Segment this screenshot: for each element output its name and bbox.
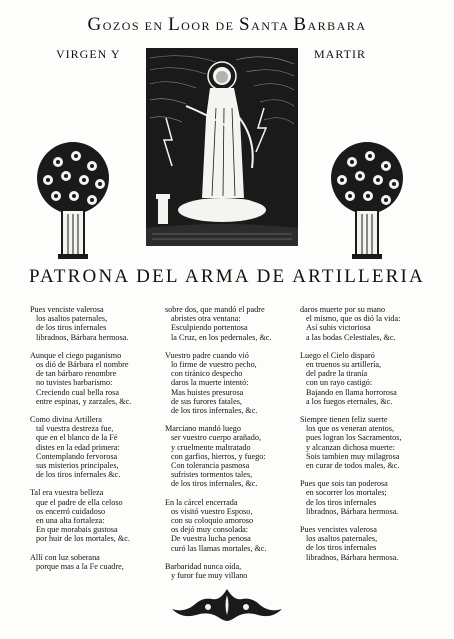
- verse-line: de los tiros infernales: [306, 543, 377, 553]
- verse-line: porque mas a la Fe cuadre,: [36, 561, 124, 571]
- verse-line: abristes otra ventana:: [171, 314, 241, 324]
- verse-line: De vuestra lucha penosa: [171, 534, 251, 544]
- verse-line: de los tiros infernales: [36, 323, 107, 333]
- verse-line: os dió de Bárbara el nombre: [36, 360, 129, 370]
- title-part: DE: [215, 19, 240, 33]
- section-heading: PATRONA DEL ARMA DE ARTILLERIA: [29, 266, 425, 287]
- verse-line: libradnos, Bárbara hermosa.: [306, 506, 399, 516]
- title-part: ARBARA: [307, 19, 367, 33]
- verse-line: ser vuestro cuerpo arañado,: [171, 433, 262, 443]
- verse-line: los asaltos paternales,: [36, 314, 108, 324]
- verse-line: de los tiros infernales: [306, 497, 377, 507]
- saint-woodcut-image: [146, 48, 298, 246]
- verse-line: que el padre de ella celoso: [36, 497, 123, 507]
- verse-line: en socorrer los mortales;: [306, 488, 387, 498]
- stanza: [30, 305, 160, 342]
- stanza: [165, 498, 295, 553]
- verse-line: Pues vencistes valerosa: [300, 525, 377, 535]
- verse-line: el mismo, que os dió la vida:: [306, 314, 401, 324]
- verse-line: Pues que sois tan poderosa: [300, 479, 388, 489]
- verse-line: y alcanzan dichosa muerte:: [306, 442, 395, 452]
- verse-line: Allí con luz soberana: [30, 552, 100, 562]
- title-part: ANTA: [251, 19, 294, 33]
- verse-line: os encerró cuidadoso: [36, 506, 106, 516]
- title-part: OOR: [181, 19, 216, 33]
- verse-line: con su coloquio amoroso: [171, 516, 254, 526]
- bottom-ornament: [168, 585, 286, 625]
- verse-line: Contemplando fervorosa: [36, 451, 118, 461]
- stanza: [300, 415, 430, 470]
- verse-line: sus misterios principales,: [36, 461, 119, 471]
- page-title: [0, 14, 454, 36]
- text-column-2: [165, 305, 295, 589]
- verse-line: por huir de los mortales, &c.: [36, 534, 130, 544]
- subtitle-left: VIRGEN Y: [56, 47, 121, 61]
- verse-line: de los tiros infernales &c.: [36, 470, 121, 480]
- verse-line: Con tolerancia pasmosa: [171, 461, 250, 471]
- verse-line: en truenos su artillería,: [306, 360, 382, 370]
- verse-line: Como divina Artillera: [30, 415, 102, 425]
- verse-line: Pues venciste valerosa: [30, 305, 104, 314]
- verse-line: Creciendo cual bella rosa: [36, 387, 119, 397]
- stanza: [300, 479, 430, 516]
- verse-line: los asaltos paternales,: [306, 534, 378, 544]
- verse-line: y furor fue muy villano: [171, 571, 248, 581]
- verse-line: os dejó muy consolada:: [171, 525, 249, 535]
- title-part: B: [293, 14, 308, 35]
- verse-line: distes en la edad primera:: [36, 442, 120, 452]
- verse-line: con garfios, hierros, y fuego:: [171, 451, 266, 461]
- verse-line: En la cárcel encerrada: [165, 497, 238, 507]
- subtitle-right: MARTIR: [314, 47, 366, 61]
- verse-line: que en el blanco de la Fé: [36, 433, 118, 443]
- verse-line: Siempre tienen feliz suerte: [300, 415, 388, 425]
- verse-line: daros muerte por su mano: [300, 305, 386, 314]
- verse-line: os visitó vuestro Esposo,: [171, 506, 253, 516]
- verse-line: con tiránico despecho: [171, 369, 243, 379]
- verse-line: Así subis victoriosa: [306, 323, 371, 333]
- text-column-1: [30, 305, 160, 580]
- stanza: [30, 351, 160, 406]
- stanza: [165, 562, 295, 580]
- verse-line: no tuvistes barbarismo:: [36, 378, 113, 388]
- stanza: [30, 488, 160, 543]
- verse-line: daros la muerte intentó:: [171, 378, 249, 388]
- verse-line: de tan bárbaro renombre: [36, 369, 117, 379]
- text-column-3: [300, 305, 430, 571]
- verse-line: Tal era vuestra belleza: [30, 488, 104, 498]
- verse-line: de los tiros infernales, &c.: [171, 479, 258, 489]
- verse-line: la Cruz, en los pedernales, &c.: [171, 332, 272, 342]
- verse-line: a los fuegos eternales, &c.: [306, 396, 393, 406]
- stanza: [300, 351, 430, 406]
- verse-line: libradnos, Bárbara hermosa.: [36, 332, 129, 342]
- stanza: [300, 305, 430, 342]
- verse-line: Mas huistes presurosa: [171, 387, 244, 397]
- verse-line: Aunque el ciego paganismo: [30, 350, 122, 360]
- verse-line: los que os veneran atentos,: [306, 424, 394, 434]
- verse-line: libradnos, Bárbara hermosa.: [306, 552, 399, 562]
- verse-line: de los tiros infernales, &c.: [171, 406, 258, 416]
- verse-line: con un rayo castigó:: [306, 378, 373, 388]
- verse-line: Barbaridad nunca oída,: [165, 561, 242, 571]
- stanza: [30, 415, 160, 479]
- stanza: [165, 424, 295, 488]
- verse-line: Marciano mandó luego: [165, 424, 241, 434]
- verse-line: en curar de todos males, &c.: [306, 461, 400, 471]
- verse-line: sobre dos, que mandó el padre: [165, 305, 265, 314]
- verse-line: Esculpiendo portentosa: [171, 323, 248, 333]
- verse-line: curó las llamas mortales, &c.: [171, 543, 267, 553]
- title-part: G: [87, 14, 103, 35]
- title-part: OZOS: [102, 19, 145, 33]
- verse-line: en una alta fortaleza:: [36, 516, 105, 526]
- left-tree-ornament: [28, 140, 118, 260]
- right-tree-ornament: [322, 140, 412, 260]
- verse-line: Vuestro padre cuando vió: [165, 350, 249, 360]
- stanza: [30, 553, 160, 571]
- verse-line: Bajando en llama horrorosa: [306, 387, 397, 397]
- verse-line: y cruelmente maltratado: [171, 442, 251, 452]
- verse-line: lo firme de vuestro pecho,: [171, 360, 257, 370]
- verse-line: del padre la tiranía: [306, 369, 368, 379]
- verse-line: entre espinas, y zarzales, &c.: [36, 396, 132, 406]
- verse-line: tal vuestra destreza fue,: [36, 424, 114, 434]
- stanza: [300, 525, 430, 562]
- verse-line: de sus furores fatales,: [171, 396, 242, 406]
- title-part: L: [168, 14, 182, 35]
- title-part: EN: [144, 19, 169, 33]
- verse-line: En que morabais gustosa: [36, 525, 118, 535]
- verse-line: Luego el Cielo disparó: [300, 350, 375, 360]
- title-part: S: [239, 14, 252, 35]
- stanza: [165, 305, 295, 342]
- verse-line: a las bodas Celestiales, &c.: [306, 332, 396, 342]
- stanza: [165, 351, 295, 415]
- verse-line: pues logran los Sacramentos,: [306, 433, 402, 443]
- verse-line: Sois tambien muy milagrosa: [306, 451, 400, 461]
- verse-line: sufristes tormentos tales,: [171, 470, 253, 480]
